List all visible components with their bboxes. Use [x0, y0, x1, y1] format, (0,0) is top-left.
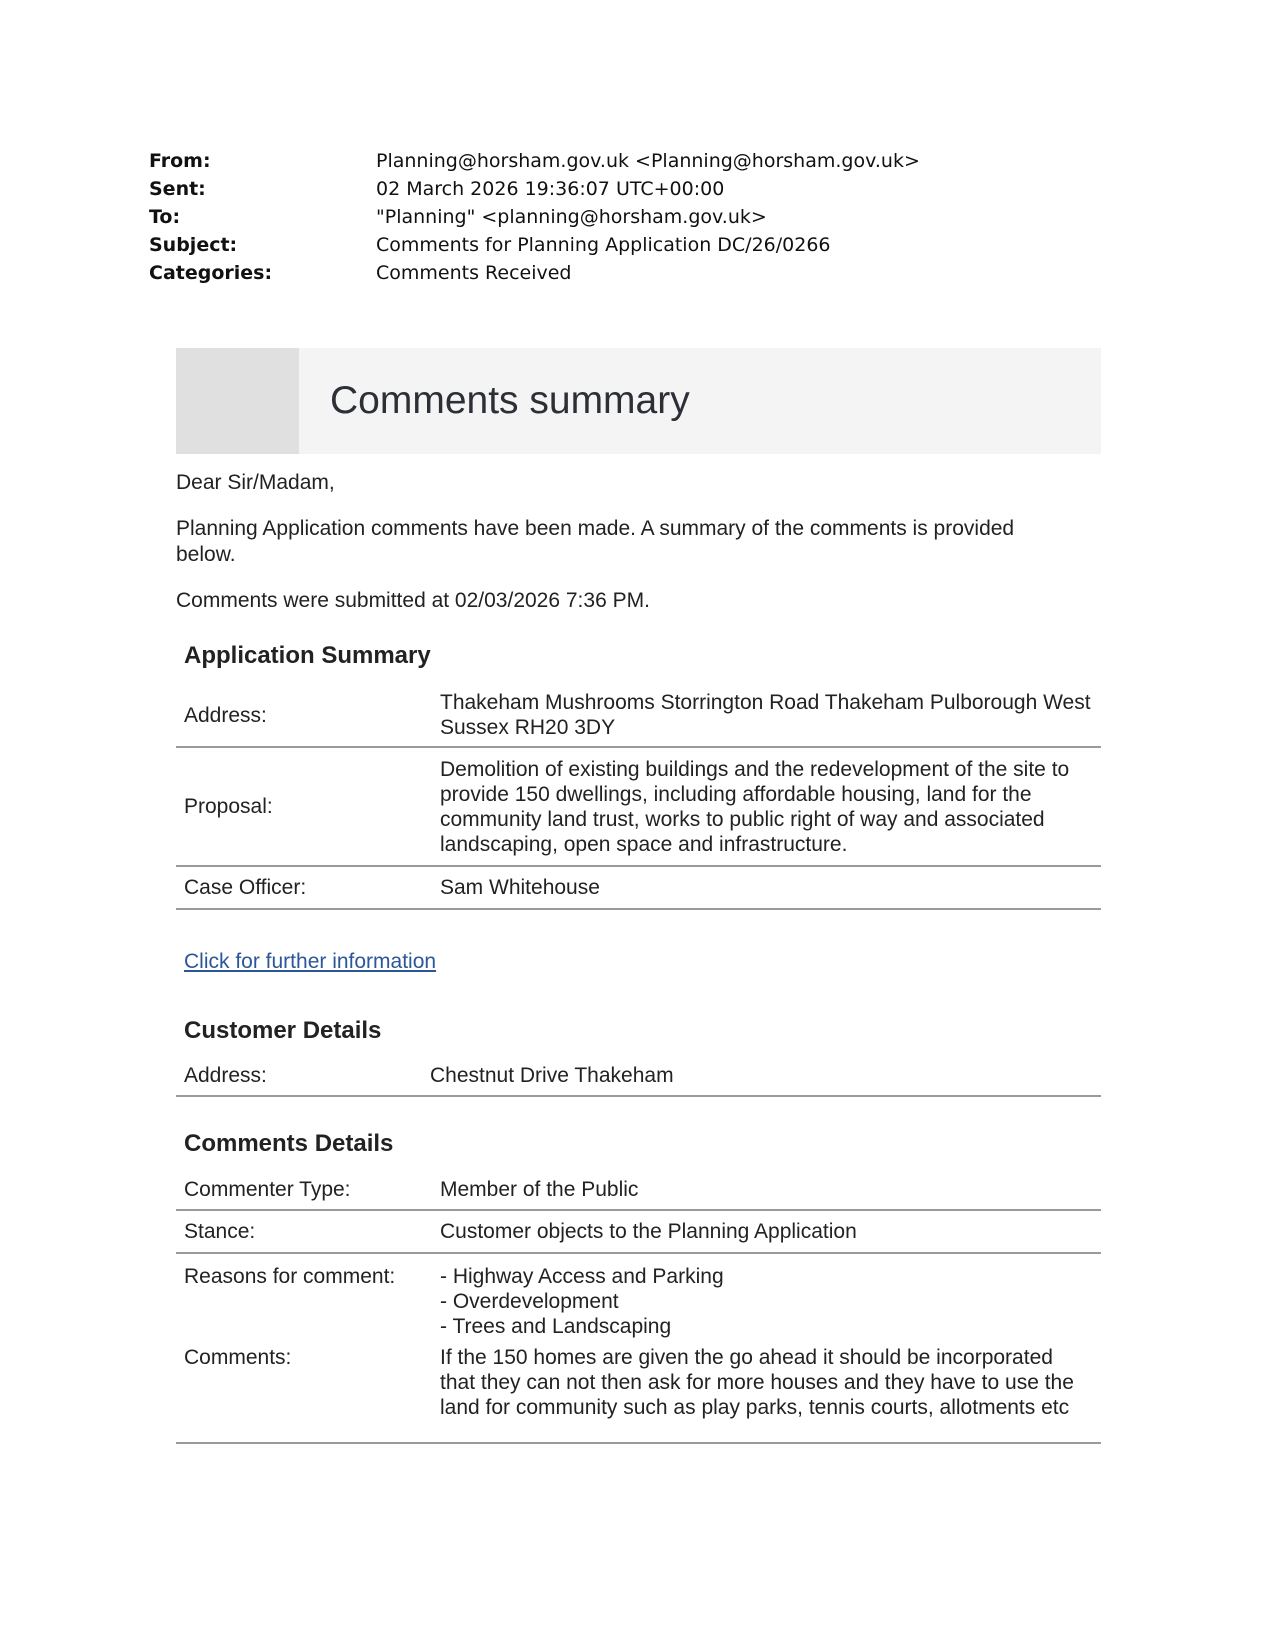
proposal-label: Proposal:	[184, 795, 273, 818]
address-row	[176, 684, 1101, 748]
further-information-link[interactable]: Click for further information	[184, 950, 437, 973]
reasons-label: Reasons for comment:	[184, 1265, 396, 1288]
reason-item: - Highway Access and Parking	[440, 1265, 724, 1288]
sent-label: Sent:	[149, 178, 206, 200]
case-officer-label: Case Officer:	[184, 876, 307, 899]
banner-logo-placeholder	[176, 348, 299, 454]
reason-item: - Overdevelopment	[440, 1290, 619, 1313]
header-subject-row	[149, 231, 920, 259]
reason-item: - Trees and Landscaping	[440, 1315, 672, 1338]
case-officer-value: Sam Whitehouse	[440, 876, 600, 899]
application-summary-title: Application Summary	[184, 642, 431, 669]
application-summary-table	[176, 684, 1101, 910]
commenter-type-row	[176, 1170, 1101, 1211]
case-officer-row	[176, 867, 1101, 910]
submitted-text: Comments were submitted at 02/03/2026 7:36 PM.	[176, 589, 650, 612]
customer-address-value: Chestnut Drive Thakeham	[430, 1064, 674, 1087]
comments-summary-banner	[176, 348, 1101, 454]
proposal-value: Demolition of existing buildings and the redevelopment of the site to provide 150 dwellings, including affordable housing, land for the community land trust, works to public right of way and associated landscaping, open space and infrastructure.	[440, 757, 1070, 856]
to-label: To:	[149, 206, 181, 228]
categories-value: Comments Received	[376, 262, 572, 284]
greeting: Dear Sir/Madam,	[176, 471, 335, 494]
proposal-row	[176, 748, 1101, 867]
stance-value: Customer objects to the Planning Application	[440, 1220, 857, 1243]
comments-value: If the 150 homes are given the go ahead it should be incorporated that they can not then ask for more houses and they have to use the land for community such as play parks, tennis courts, allotments etc	[440, 1346, 1074, 1419]
categories-label: Categories:	[149, 262, 273, 284]
commenter-type-label: Commenter Type:	[184, 1178, 351, 1201]
customer-details-title: Customer Details	[184, 1017, 382, 1044]
subject-value: Comments for Planning Application DC/26/0266	[376, 234, 831, 256]
subject-label: Subject:	[149, 234, 238, 256]
customer-address-row	[176, 1056, 1101, 1097]
header-sent-row	[149, 175, 920, 203]
stance-row	[176, 1211, 1101, 1254]
intro-paragraph: Planning Application comments have been made. A summary of the comments is provided below.	[176, 517, 1015, 566]
comments-details-title: Comments Details	[184, 1130, 394, 1157]
reasons-list	[440, 1264, 1101, 1339]
banner-title: Comments summary	[330, 379, 690, 422]
reasons-row	[176, 1254, 1101, 1338]
customer-details-table	[176, 1056, 1101, 1097]
email-header	[149, 147, 920, 287]
comments-details-table	[176, 1170, 1101, 1444]
header-to-row	[149, 203, 920, 231]
to-value: "Planning" <planning@horsham.gov.uk>	[376, 206, 767, 228]
commenter-type-value: Member of the Public	[440, 1178, 639, 1201]
address-label: Address:	[184, 703, 267, 727]
from-label: From:	[149, 150, 211, 172]
comments-row	[176, 1334, 1101, 1444]
sent-value: 02 March 2026 19:36:07 UTC+00:00	[376, 178, 725, 200]
header-from-row	[149, 147, 920, 175]
from-value: Planning@horsham.gov.uk <Planning@horsham.gov.uk>	[376, 150, 920, 172]
customer-address-label: Address:	[184, 1064, 267, 1087]
comments-label: Comments:	[184, 1346, 292, 1369]
address-value: Thakeham Mushrooms Storrington Road Thakeham Pulborough West Sussex RH20 3DY	[440, 691, 1091, 739]
stance-label: Stance:	[184, 1220, 256, 1243]
header-categories-row	[149, 259, 920, 287]
